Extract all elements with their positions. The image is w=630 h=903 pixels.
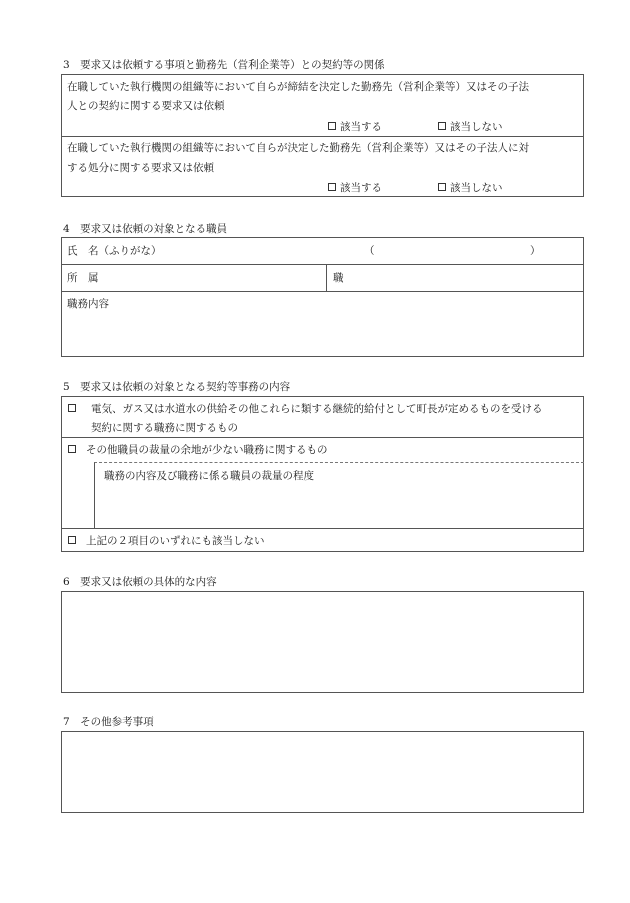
section5-option3[interactable] xyxy=(68,536,265,547)
section5-option2-detail-label: 職務の内容及び職務に係る職員の裁量の程度 xyxy=(104,470,314,482)
not-applicable-label: 該当しない xyxy=(450,182,503,194)
name-field[interactable] xyxy=(170,240,360,262)
section4-vdivider xyxy=(326,264,327,291)
checkbox-icon[interactable] xyxy=(438,183,446,191)
checkbox-icon[interactable] xyxy=(328,183,336,191)
duties-field[interactable] xyxy=(64,314,580,354)
section4-divider-2 xyxy=(61,291,584,292)
section5-divider-2 xyxy=(61,528,584,529)
section4-heading: 4 要求又は依頼の対象となる職員 xyxy=(63,223,228,235)
checkbox-icon[interactable] xyxy=(68,536,76,544)
affiliation-label: 所 属 xyxy=(67,272,99,284)
position-field[interactable] xyxy=(350,266,580,289)
section3-row1-applicable[interactable] xyxy=(328,122,382,133)
section6-heading: 6 要求又は依頼の具体的な内容 xyxy=(63,576,217,588)
affiliation-field[interactable] xyxy=(110,266,322,289)
section3-row1-text-cont: 人との契約に関する要求又は依頼 xyxy=(67,100,225,112)
name-furigana-paren-close: ） xyxy=(530,245,541,257)
section5-option3-text: 上記の２項目のいずれにも該当しない xyxy=(86,535,265,547)
checkbox-icon[interactable] xyxy=(328,122,336,130)
section5-option1-text-cont: 契約に関する職務に関するもの xyxy=(91,422,238,434)
position-label: 職 xyxy=(333,272,344,284)
checkbox-icon[interactable] xyxy=(68,445,76,453)
section3-divider xyxy=(61,136,584,137)
section3-row2-text: 在職していた執行機関の組織等において自らが決定した勤務先（営利企業等）又はその子法人に対 xyxy=(67,142,529,154)
section3-row1-text: 在職していた執行機関の組織等において自らが締結を決定した勤務先（営利企業等）又はその子法 xyxy=(67,81,529,93)
section5-heading: 5 要求又は依頼の対象となる契約等事務の内容 xyxy=(63,381,291,393)
section4-divider-1 xyxy=(61,264,584,265)
section5-option2-text: その他職員の裁量の余地が少ない職務に関するもの xyxy=(86,444,328,456)
furigana-field[interactable] xyxy=(376,240,526,262)
section5-option2[interactable] xyxy=(68,445,328,456)
section3-heading: 3 要求又は依頼する事項と勤務先（営利企業等）との契約等の関係 xyxy=(63,59,385,71)
not-applicable-label: 該当しない xyxy=(450,121,503,133)
section3-row2-applicable[interactable] xyxy=(328,183,382,194)
duties-label: 職務内容 xyxy=(67,298,109,310)
section6-field[interactable] xyxy=(61,591,584,693)
section5-option1[interactable] xyxy=(68,404,80,415)
checkbox-icon[interactable] xyxy=(438,122,446,130)
section7-heading: 7 その他参考事項 xyxy=(63,716,154,728)
applicable-label: 該当する xyxy=(340,182,382,194)
section3-row1-not-applicable[interactable] xyxy=(438,122,503,133)
name-label: 氏 名（ふりがな） xyxy=(67,245,162,257)
section5-divider-1 xyxy=(61,437,584,438)
applicable-label: 該当する xyxy=(340,121,382,133)
section5-option1-text: 電気、ガス又は水道水の供給その他これらに類する継続的給付として町長が定めるものを受ける xyxy=(91,403,543,415)
section3-row2-text-cont: する処分に関する要求又は依頼 xyxy=(67,162,214,174)
section7-field[interactable] xyxy=(61,731,584,813)
section3-row2-not-applicable[interactable] xyxy=(438,183,503,194)
name-furigana-paren-open: （ xyxy=(364,245,375,257)
checkbox-icon[interactable] xyxy=(68,404,76,412)
